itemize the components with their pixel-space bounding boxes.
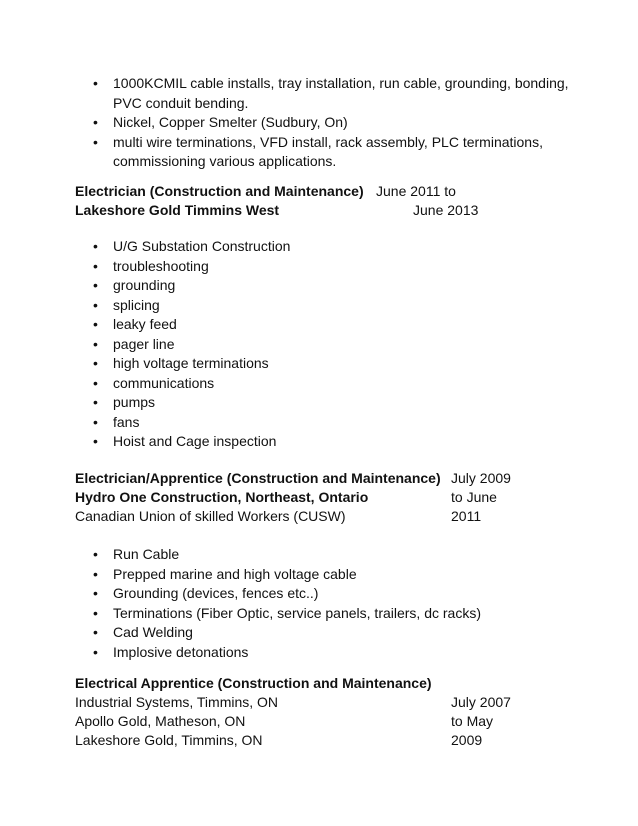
job3-title: Electrical Apprentice (Construction and Maintenance) <box>75 675 432 691</box>
job2-duties-list <box>93 545 573 662</box>
job2-date-line2: to June <box>451 489 497 505</box>
list-item: • troubleshooting <box>93 257 573 277</box>
list-item: • 1000KCMIL cable installs, tray installation, run cable, grounding, bonding, PVC conduit bending. <box>93 74 573 113</box>
job1-date-end: June 2013 <box>413 202 479 218</box>
job3-employer2: Apollo Gold, Matheson, ON <box>75 713 246 729</box>
list-item: • multi wire terminations, VFD install, rack assembly, PLC terminations, commissioning various applications. <box>93 133 573 172</box>
list-item: • U/G Substation Construction <box>93 237 573 257</box>
list-item: • Terminations (Fiber Optic, service panels, trailers, dc racks) <box>93 604 573 624</box>
job3-date-line3: 2009 <box>451 732 483 748</box>
job2-date-line1: July 2009 <box>451 470 511 486</box>
job2-date-line3: 2011 <box>451 508 482 524</box>
job1-company: Lakeshore Gold Timmins West <box>75 202 280 218</box>
job1-title: Electrician (Construction and Maintenance) <box>75 183 364 199</box>
job3-employer1: Industrial Systems, Timmins, ON <box>75 694 279 710</box>
list-item: • Grounding (devices, fences etc..) <box>93 584 573 604</box>
list-item: • Prepped marine and high voltage cable <box>93 565 573 585</box>
list-item: • Run Cable <box>93 545 573 565</box>
job3-employer3: Lakeshore Gold, Timmins, ON <box>75 732 263 748</box>
list-item: • Implosive detonations <box>93 643 573 663</box>
job2-title: Electrician/Apprentice (Construction and Maintenance) <box>75 470 441 486</box>
previous-job-duties-list <box>93 74 573 172</box>
list-item: • Nickel, Copper Smelter (Sudbury, On) <box>93 113 573 133</box>
job1-duties-list <box>93 237 573 452</box>
list-item: • Cad Welding <box>93 623 573 643</box>
list-item: • pumps <box>93 393 573 413</box>
list-item: • splicing <box>93 296 573 316</box>
list-item: • fans <box>93 413 573 433</box>
job1-date-start: June 2011 to <box>376 183 456 199</box>
list-item: • pager line <box>93 335 573 355</box>
list-item: • communications <box>93 374 573 394</box>
job2-union: Canadian Union of skilled Workers (CUSW) <box>75 508 346 524</box>
job3-date-line1: July 2007 <box>451 694 511 710</box>
job2-company: Hydro One Construction, Northeast, Ontario <box>75 489 369 505</box>
list-item: • high voltage terminations <box>93 354 573 374</box>
list-item: • grounding <box>93 276 573 296</box>
job3-date-line2: to May <box>451 713 494 729</box>
list-item: • leaky feed <box>93 315 573 335</box>
list-item: • Hoist and Cage inspection <box>93 432 573 452</box>
